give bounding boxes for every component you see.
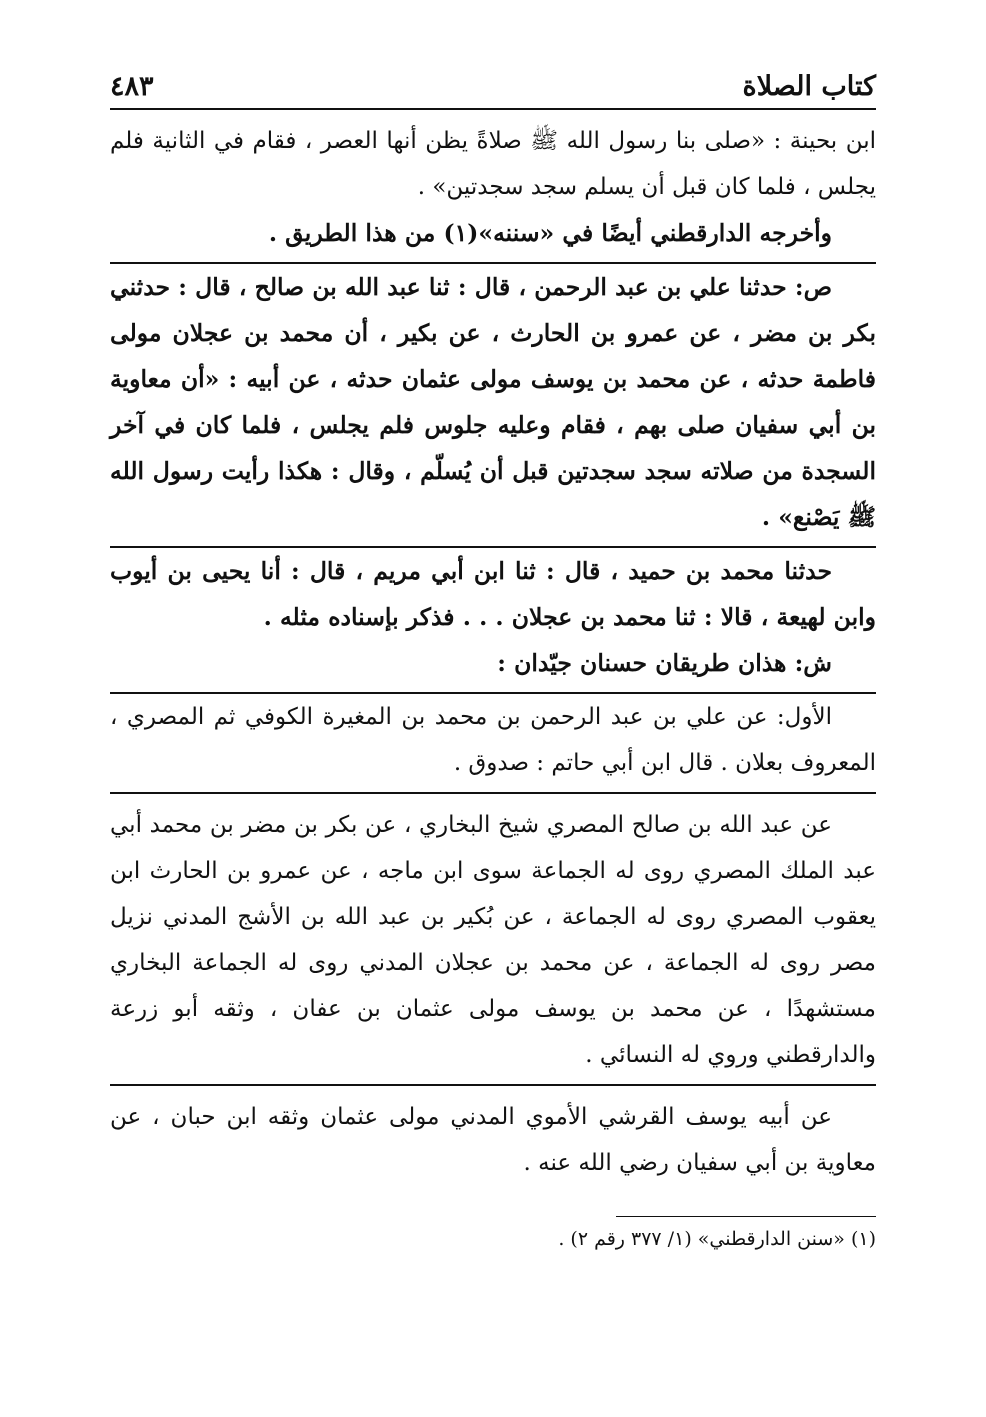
paragraph-2: وأخرجه الدارقطني أيضًا في «سننه»(١) من هذا الطريق .: [268, 219, 832, 247]
footnote: (١) «سنن الدارقطني» (١/ ٣٧٧ رقم ٢) .: [558, 1228, 876, 1250]
paragraph-7: عن عبد الله بن صالح المصري شيخ البخاري ، عن بكر بن مضر بن محمد أبي عبد الملك المصري روى له الجماعة سوى ابن ماجه ، عن عمرو بن الحارث ابن يعقوب المصري روى له الجماعة ، عن بُكير بن عبد الله بن الأشج المدني نزيل مصر روى له الجماعة ، عن محمد بن عجلان المدني روى له الجماعة البخاري مستشهدًا ، عن محمد بن يوسف مولى عثمان بن عفان ، وثقه أبو زرعة والدارقطني وروي له النسائي .: [110, 812, 876, 1068]
section-separator: [110, 1084, 876, 1086]
page-body: [110, 118, 876, 1186]
footnote-divider: [616, 1216, 876, 1217]
running-header: [110, 58, 876, 102]
paragraph-5: ش: هذان طريقان حسنان جيّدان :: [497, 649, 832, 677]
page-number: ٤٨٣: [110, 71, 154, 102]
footnote-divider-wrap: [110, 1216, 876, 1217]
paragraph-1: ابن بحينة : «صلى بنا رسول الله ﷺ صلاةً يظن أنها العصر ، فقام في الثانية فلم يجلس ، فلما كان قبل أن يسلم سجد سجدتين» .: [110, 128, 876, 200]
paragraph-3: ص: حدثنا علي بن عبد الرحمن ، قال : ثنا عبد الله بن صالح ، قال : حدثني بكر بن مضر ، عن عمرو بن الحارث ، عن بكير ، أن محمد بن عجلان مولى فاطمة حدثه ، عن محمد بن يوسف مولى عثمان حدثه ، عن أبيه : «أن معاوية بن أبي سفيان صلى بهم ، فقام وعليه جلوس فلم يجلس ، فلما كان في آخر السجدة من صلاته سجد سجدتين قبل أن يُسلّم ، وقال : هكذا رأيت رسول الله ﷺ يَصْنع» .: [110, 273, 876, 531]
page: [110, 58, 876, 1257]
header-rule: [110, 108, 876, 110]
section-separator: [110, 792, 876, 794]
paragraph-8: عن أبيه يوسف القرشي الأموي المدني مولى عثمان وثقه ابن حبان ، عن معاوية بن أبي سفيان رضي الله عنه .: [110, 1104, 876, 1176]
paragraph-4: حدثنا محمد بن حميد ، قال : ثنا ابن أبي مريم ، قال : أنا يحيى بن أيوب وابن لهيعة ، قالا : ثنا محمد بن عجلان . . . فذكر بإسناده مثله .: [110, 557, 876, 631]
chapter-title: كتاب الصلاة: [742, 71, 876, 102]
paragraph-6: الأول: عن علي بن عبد الرحمن بن محمد بن المغيرة الكوفي ثم المصري ، المعروف بعلان . قال ابن أبي حاتم : صدوق .: [110, 704, 876, 776]
